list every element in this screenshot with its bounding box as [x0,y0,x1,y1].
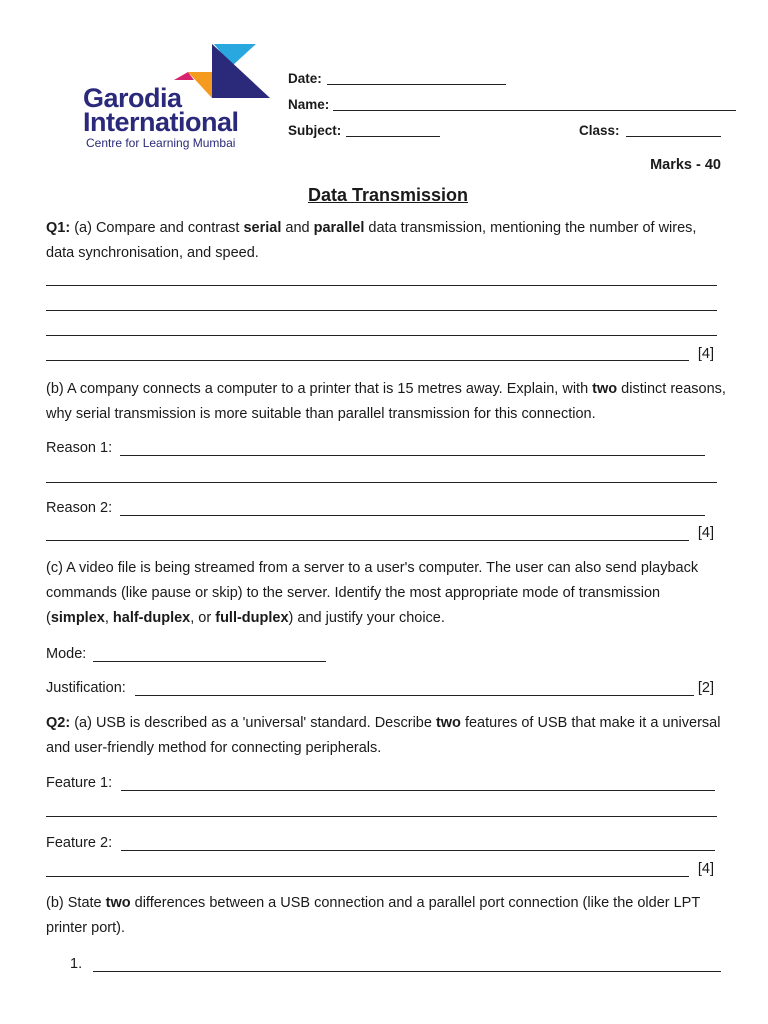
feature2-answer-line[interactable] [46,876,689,877]
q1a-answer-line[interactable] [46,285,717,286]
q2b-text: (b) State two differences between a USB connection and a parallel port connection (like the older LPT printer port). [46,895,700,936]
subject-label: Subject: [288,123,342,138]
logo-tagline: Centre for Learning Mumbai [86,136,236,150]
q1b-mark: [4] [697,525,714,541]
justification-label: Justification: [46,680,126,696]
feature2-label: Feature 2: [46,835,113,851]
mode-label: Mode: [46,646,87,662]
mode-answer-line[interactable] [93,661,326,662]
feature1-label: Feature 1: [46,775,113,791]
name-label: Name: [288,97,330,112]
reason2-answer-line[interactable] [120,515,705,516]
page-title: Data Transmission [307,185,469,205]
q1c-text: (c) A video file is being streamed from a server to a user's computer. The user can also send playback commands (like pause or skip) to the server. Identify the most appropriate mode of transmission (simplex, half-duplex, or full-duplex) and justify your choice. [46,560,699,626]
q1b-text: (b) A company connects a computer to a printer that is 15 metres away. Explain, with two distinct reasons, why serial transmission is more suitable than parallel transmission for this connection. [46,381,726,422]
q1a-answer-line[interactable] [46,335,717,336]
date-field[interactable] [327,84,506,85]
q2b-item-number: 1. [70,956,83,972]
feature1-answer-line[interactable] [121,790,715,791]
reason1-label: Reason 1: [46,440,113,456]
marks-total: Marks - 40 [650,157,721,173]
q2b-item1-answer-line[interactable] [93,971,721,972]
logo-mark-icon [172,42,272,104]
logo-name-line2: International [83,107,239,137]
subject-field[interactable] [346,136,440,137]
feature1-answer-line[interactable] [46,816,717,817]
reason1-answer-line[interactable] [46,482,717,483]
class-label: Class: [579,123,620,138]
q1a-text: Q1: (a) Compare and contrast serial and parallel data transmission, mentioning the number of wires, data synchronisation, and speed. [46,220,697,261]
q2a-text: Q2: (a) USB is described as a 'universal' standard. Describe two features of USB that make it a universal and user-friendly method for connecting peripherals. [46,715,721,756]
q1a-answer-line[interactable] [46,310,717,311]
name-field[interactable] [333,110,736,111]
justification-answer-line[interactable] [135,695,694,696]
reason2-answer-line[interactable] [46,540,689,541]
q1c-mark: [2] [697,680,714,696]
logo-name-line1: Garodia [83,83,182,113]
q2a-mark: [4] [697,861,714,877]
reason1-answer-line[interactable] [120,455,705,456]
reason2-label: Reason 2: [46,500,113,516]
class-field[interactable] [626,136,721,137]
q1a-mark: [4] [697,346,714,362]
date-label: Date: [288,71,322,86]
q1a-answer-line[interactable] [46,360,689,361]
feature2-answer-line[interactable] [121,850,715,851]
